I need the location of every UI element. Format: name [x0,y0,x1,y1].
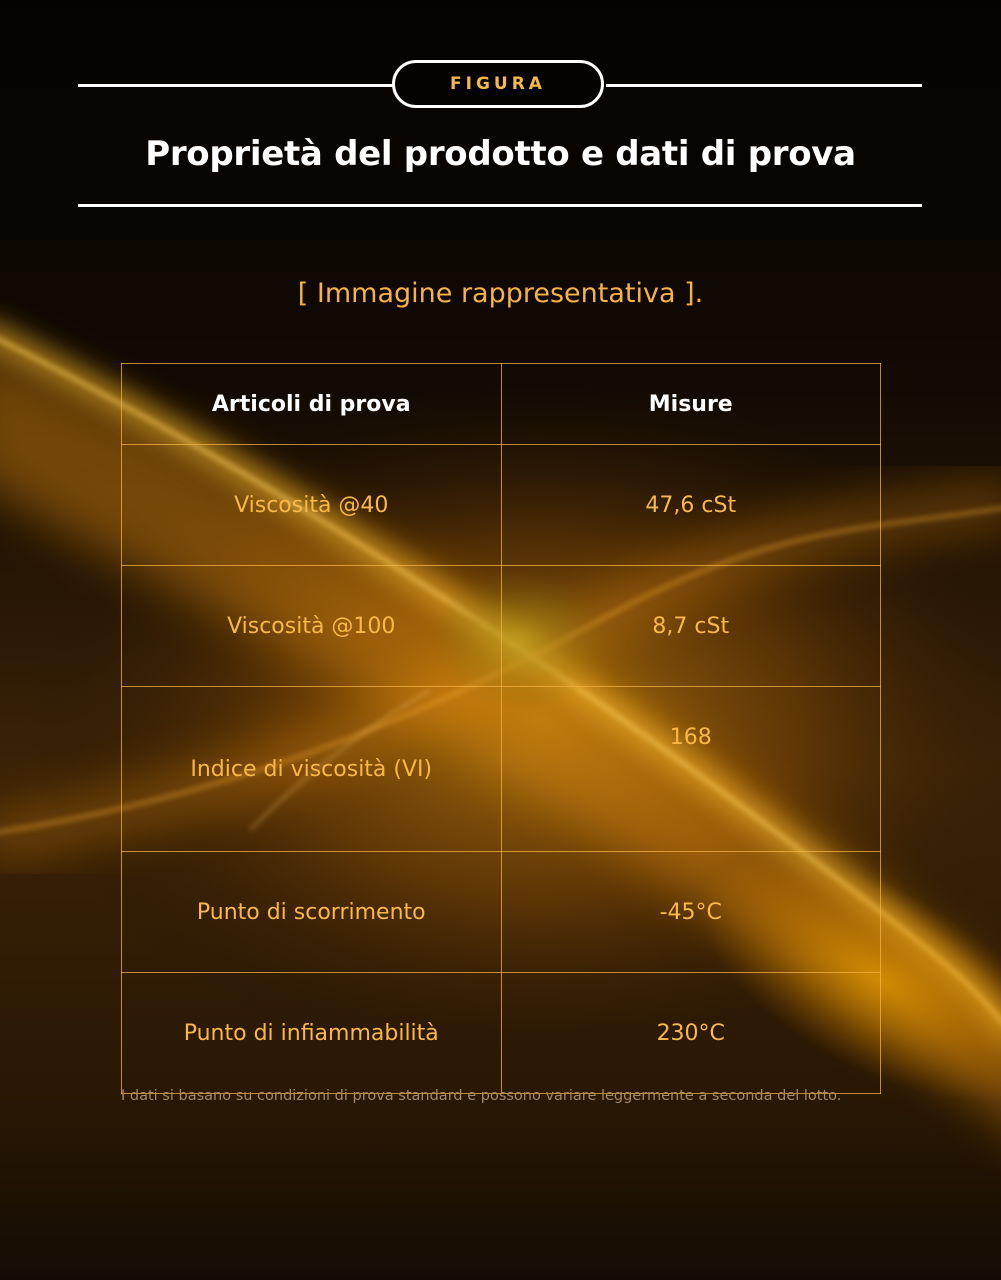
row-value: 168 [501,687,881,852]
divider-top-left [78,84,394,87]
row-item: Viscosità @40 [122,445,502,566]
image-caption: [ Immagine rappresentativa ]. [297,278,704,309]
test-data-table [121,363,881,1094]
header-measures: Misure [501,364,881,445]
table-row [122,852,881,973]
footnote: I dati si basano su condizioni di prova standard e possono variare leggermente a seconda del lotto. [121,1088,842,1104]
table-row [122,973,881,1094]
figure-badge: FIGURA [392,60,604,108]
table-row [122,566,881,687]
table-header-row [122,364,881,445]
divider-top-right [606,84,922,87]
row-item: Punto di infiammabilità [122,973,502,1094]
row-item: Indice di viscosità (VI) [122,687,502,852]
row-value: 230°C [501,973,881,1094]
header-test-items: Articoli di prova [122,364,502,445]
row-item: Viscosità @100 [122,566,502,687]
table-row [122,687,881,852]
page-title: Proprietà del prodotto e dati di prova [145,134,856,174]
row-value: 8,7 cSt [501,566,881,687]
row-value: 47,6 cSt [501,445,881,566]
row-value: -45°C [501,852,881,973]
row-item: Punto di scorrimento [122,852,502,973]
table-row [122,445,881,566]
divider-bottom [78,204,922,207]
